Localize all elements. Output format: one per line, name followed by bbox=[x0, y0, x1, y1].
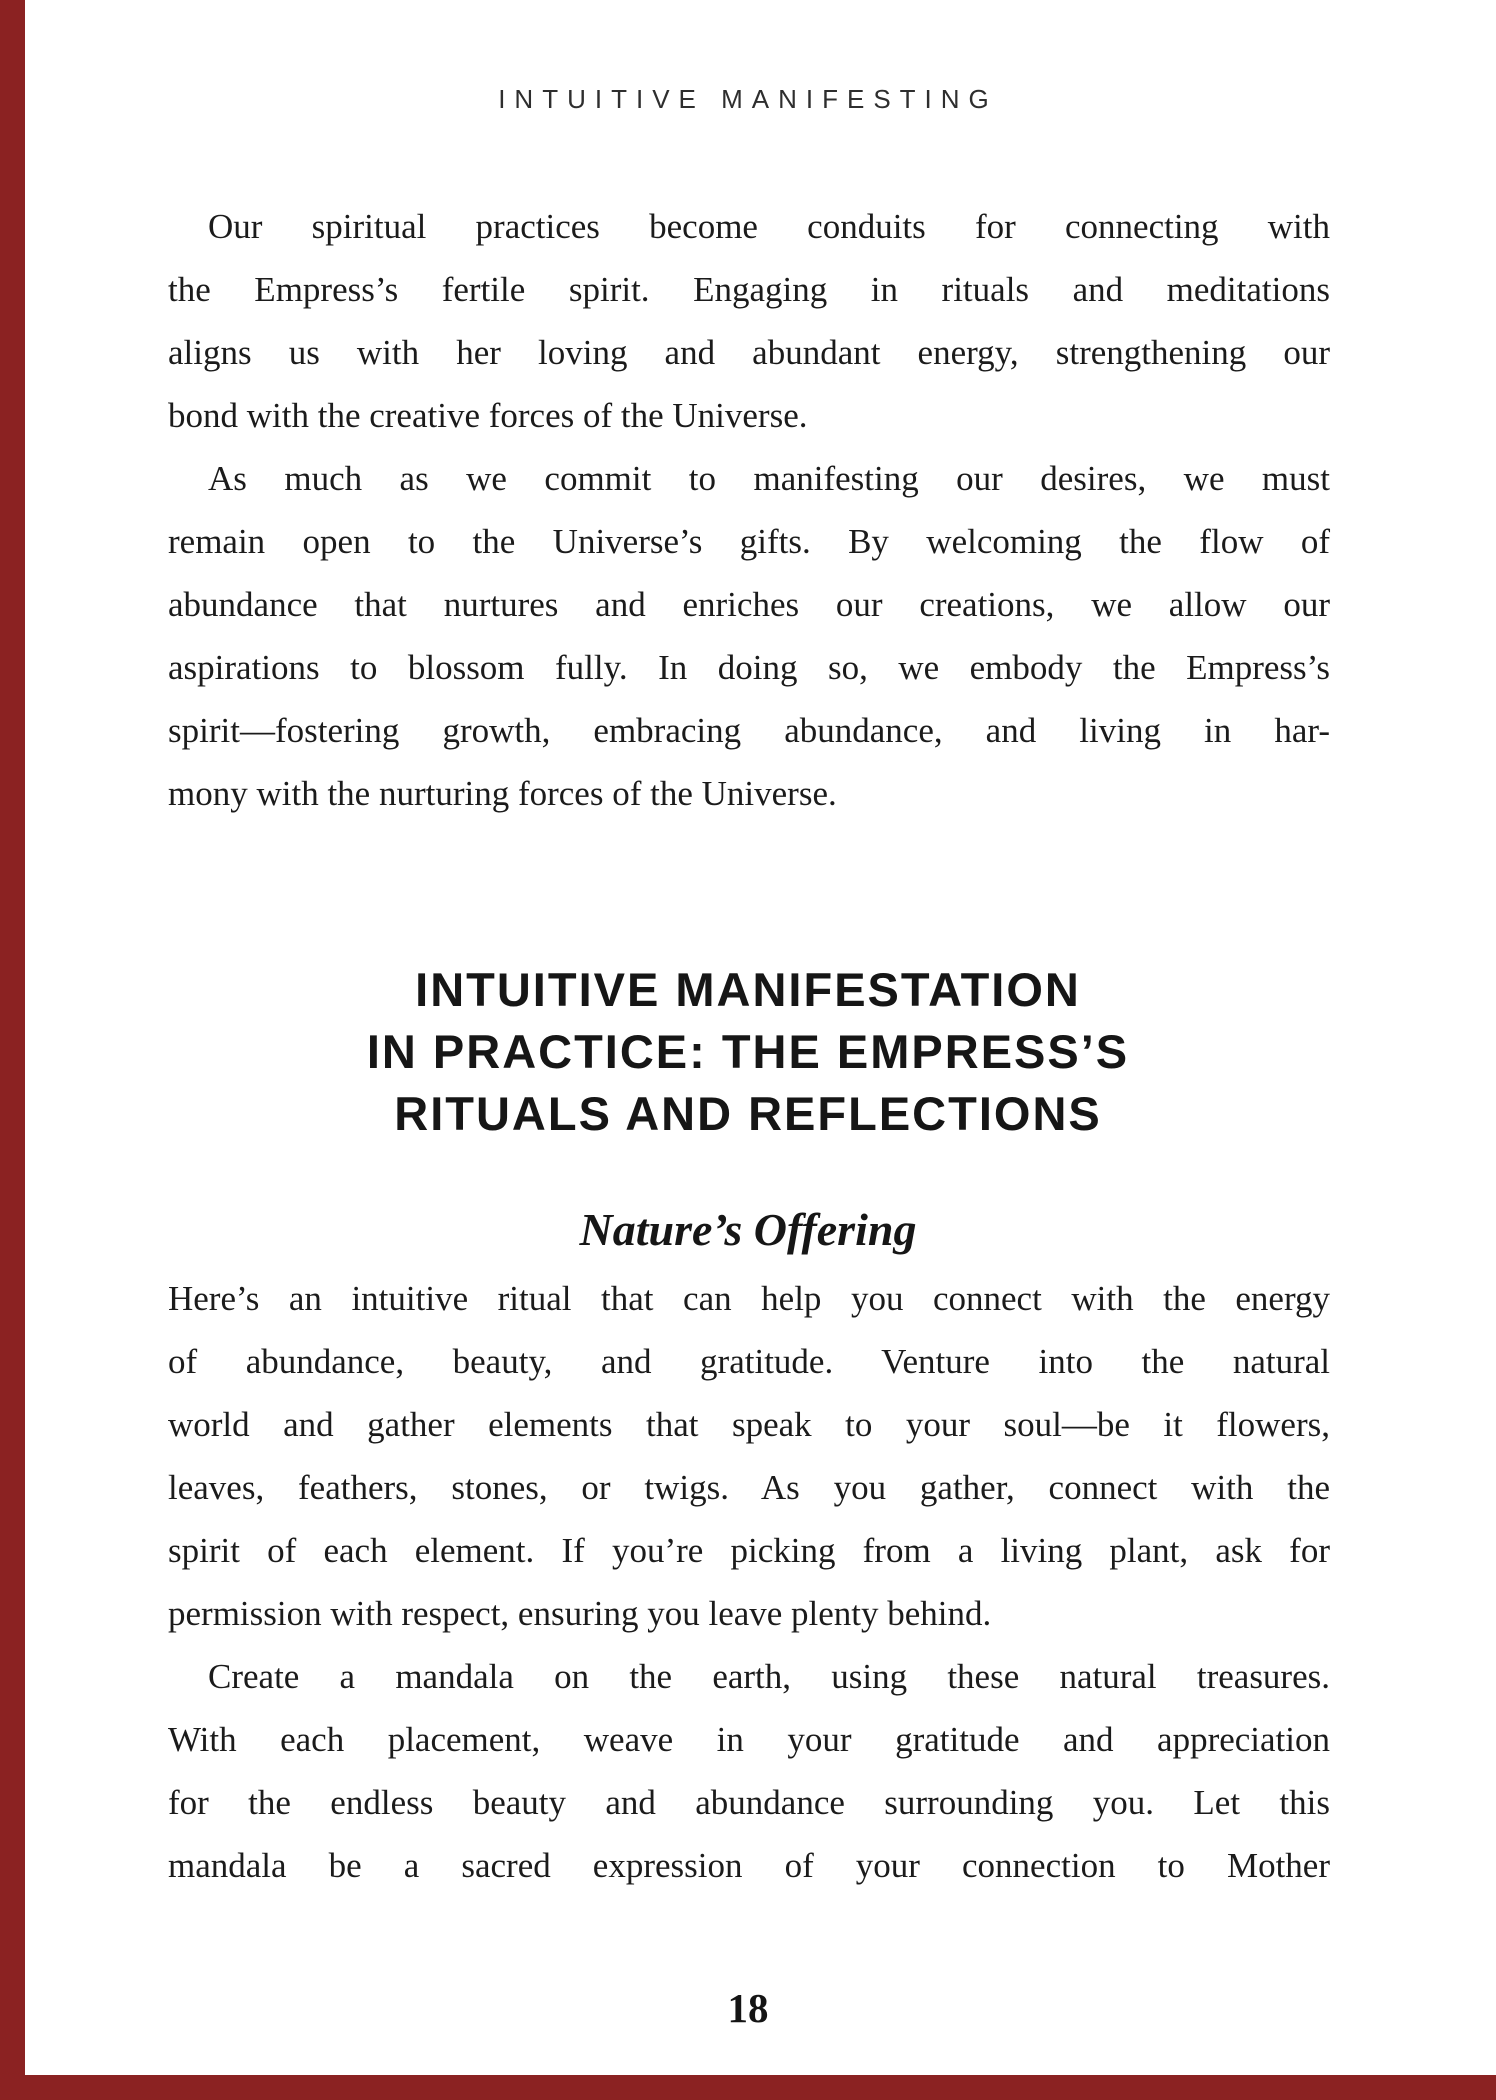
text-line: mony with the nurturing forces of the Universe. bbox=[168, 774, 837, 813]
text-line: With each placement, weave in your gratitude and appreciation bbox=[168, 1720, 1330, 1759]
section-heading bbox=[0, 959, 1496, 1145]
text-line: of abundance, beauty, and gratitude. Venture into the natural bbox=[168, 1342, 1330, 1381]
text-line: spirit of each element. If you’re picking from a living plant, ask for bbox=[168, 1531, 1330, 1570]
section-heading-line-2: IN PRACTICE: THE EMPRESS’S bbox=[366, 1025, 1130, 1078]
text-line: spirit—fostering growth, embracing abundance, and living in har- bbox=[168, 711, 1330, 750]
text-line: world and gather elements that speak to your soul—be it flowers, bbox=[168, 1405, 1330, 1444]
text-line: bond with the creative forces of the Universe. bbox=[168, 396, 808, 435]
body-text-upper bbox=[168, 195, 1330, 825]
text-line: aspirations to blossom fully. In doing so, we embody the Empress’s bbox=[168, 648, 1330, 687]
text-line: remain open to the Universe’s gifts. By welcoming the flow of bbox=[168, 522, 1330, 561]
text-line: leaves, feathers, stones, or twigs. As you gather, connect with the bbox=[168, 1468, 1330, 1507]
text-line: Our spiritual practices become conduits for connecting with bbox=[208, 207, 1330, 246]
text-line: mandala be a sacred expression of your connection to Mother bbox=[168, 1846, 1330, 1885]
section-heading-line-1: INTUITIVE MANIFESTATION bbox=[415, 963, 1081, 1016]
running-header: INTUITIVE MANIFESTING bbox=[498, 84, 998, 114]
text-line: Here’s an intuitive ritual that can help you connect with the energy bbox=[168, 1279, 1330, 1318]
text-line: Create a mandala on the earth, using these natural treasures. bbox=[208, 1657, 1330, 1696]
text-line: aligns us with her loving and abundant energy, strengthening our bbox=[168, 333, 1330, 372]
page-number: 18 bbox=[727, 1985, 769, 2031]
body-text-lower bbox=[168, 1267, 1330, 1897]
subheading-ritual-title: Nature’s Offering bbox=[579, 1204, 917, 1255]
text-line: the Empress’s fertile spirit. Engaging in rituals and meditations bbox=[168, 270, 1330, 309]
text-line: for the endless beauty and abundance surrounding you. Let this bbox=[168, 1783, 1330, 1822]
text-line: As much as we commit to manifesting our desires, we must bbox=[208, 459, 1330, 498]
section-heading-line-3: RITUALS AND REFLECTIONS bbox=[394, 1087, 1102, 1140]
text-line: abundance that nurtures and enriches our creations, we allow our bbox=[168, 585, 1330, 624]
page-edge-accent-bottom bbox=[0, 2075, 1496, 2100]
text-line: permission with respect, ensuring you leave plenty behind. bbox=[168, 1594, 992, 1633]
